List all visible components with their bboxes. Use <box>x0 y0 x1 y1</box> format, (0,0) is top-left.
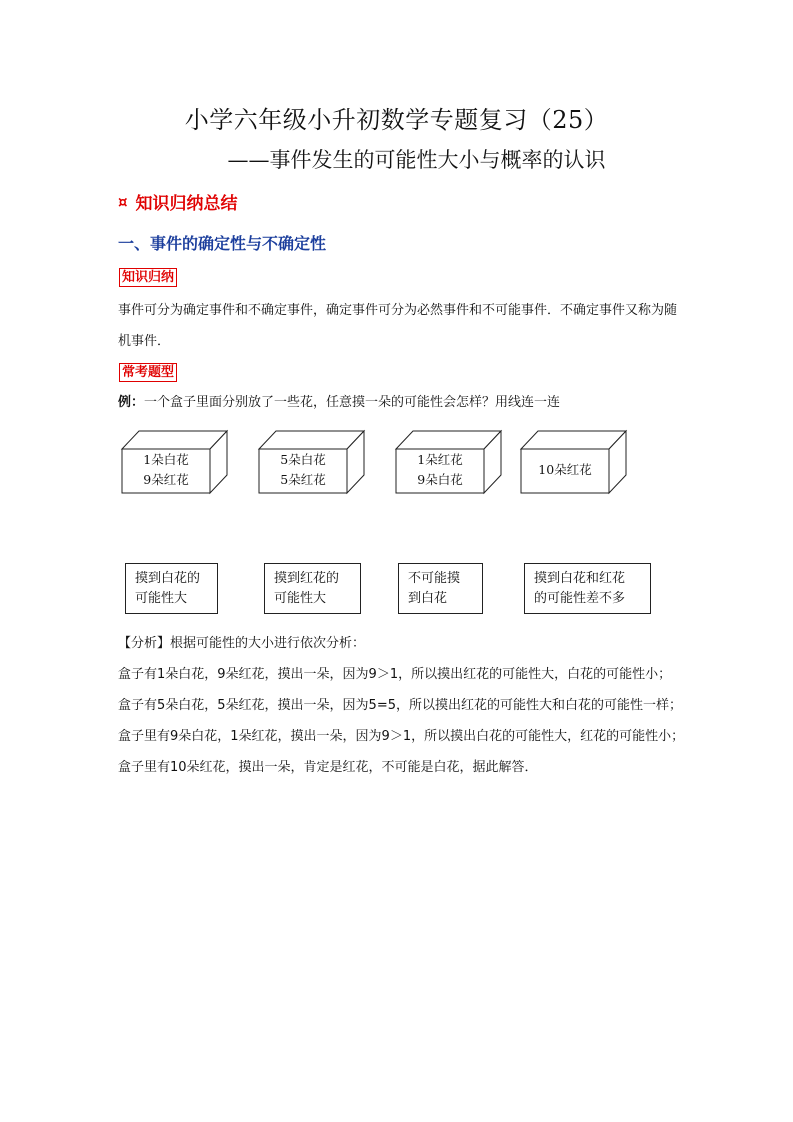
document-subtitle: ——事件发生的可能性大小与概率的认识 <box>227 148 606 172</box>
box-1-label: 1朵白花 9朵红花 <box>143 452 189 487</box>
currency-sign-icon: ¤ <box>118 192 128 211</box>
section-label: 知识归纳总结 <box>135 194 238 214</box>
analysis-line: 盒子有5朵白花，5朵红花，摸出一朵，因为5=5，所以摸出红花的可能性大和白花的可能性一样； <box>118 698 682 713</box>
box-3-label: 1朵红花 9朵白花 <box>417 452 463 487</box>
box-2-label: 5朵白花 5朵红花 <box>280 452 326 487</box>
example-label: 例： <box>118 395 145 410</box>
analysis-line: 盒子里有9朵白花，1朵红花，摸出一朵，因为9＞1，所以摸出白花的可能性大，红花的可能性小； <box>118 729 685 744</box>
tag-question-type: 常考题型 <box>119 363 177 382</box>
choice-white-more-likely[interactable]: 摸到白花的 可能性大 <box>125 563 218 614</box>
analysis-line: 盒子有1朵白花，9朵红花，摸出一朵，因为9＞1，所以摸出红花的可能性大，白花的可能性小； <box>118 667 672 682</box>
choice-impossible-white[interactable]: 不可能摸 到白花 <box>398 563 483 614</box>
box-4-label: 10朵红花 <box>538 462 592 477</box>
analysis-block <box>118 628 688 783</box>
knowledge-paragraph: 事件可分为确定事件和不确定事件，确定事件可分为必然事件和不可能事件．不确定事件又称为随机事件． <box>118 303 678 349</box>
analysis-line: 【分析】根据可能性的大小进行依次分析： <box>118 636 366 651</box>
document-title: 小学六年级小升初数学专题复习（25） <box>184 106 609 134</box>
choice-equal-likely[interactable]: 摸到白花和红花 的可能性差不多 <box>524 563 651 614</box>
choice-red-more-likely[interactable]: 摸到红花的 可能性大 <box>264 563 361 614</box>
heading-determinacy: 一、事件的确定性与不确定性 <box>118 234 327 253</box>
example-text: 一个盒子里面分别放了一些花，任意摸一朵的可能性会怎样？用线连一连 <box>144 395 561 410</box>
analysis-line: 盒子里有10朵红花，摸出一朵，肯定是红花，不可能是白花，据此解答． <box>118 760 538 775</box>
tag-knowledge: 知识归纳 <box>119 268 177 287</box>
box-illustrations <box>0 0 793 520</box>
